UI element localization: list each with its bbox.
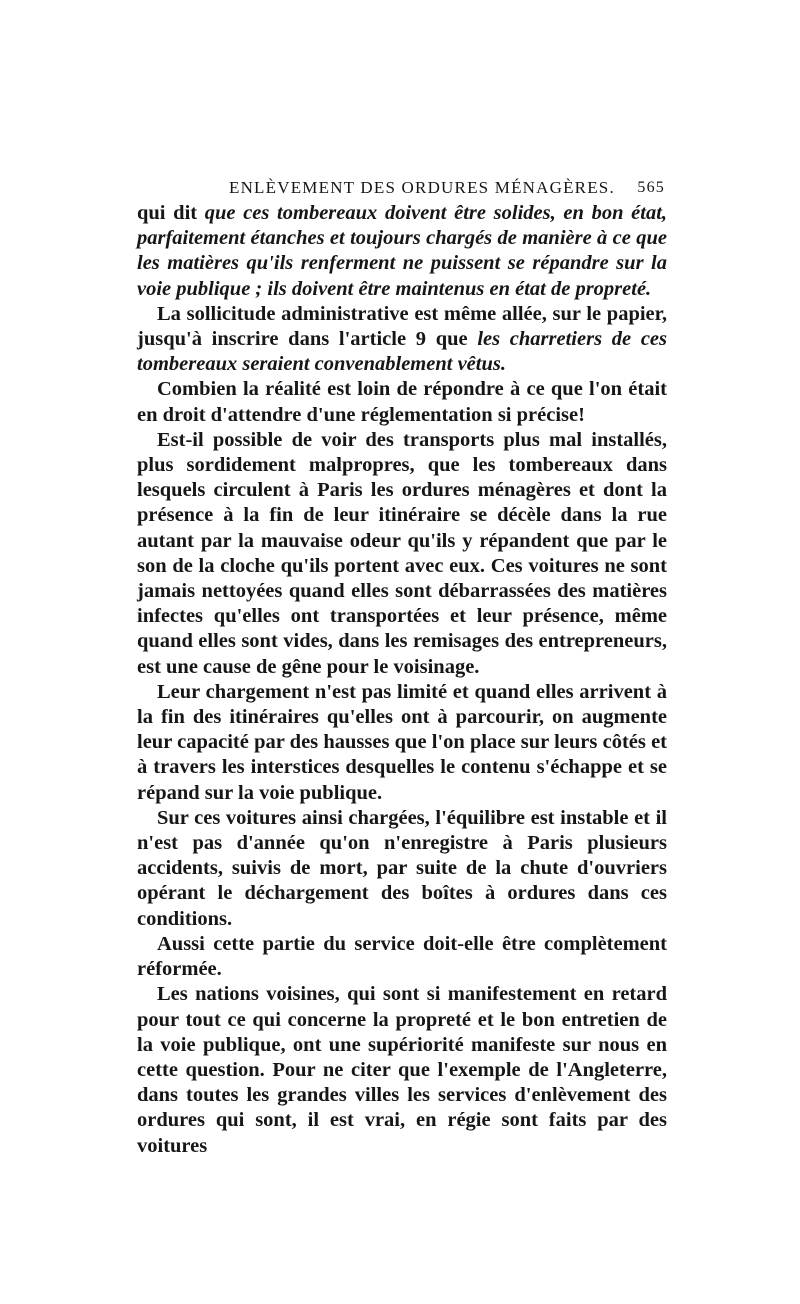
- paragraph-2-italic: les charretiers de ces tombereaux seraient convenablement vêtus.: [137, 328, 667, 376]
- running-title: ENLÈVEMENT DES ORDURES MÉNAGÈRES.: [229, 178, 615, 197]
- paragraph-3: [137, 377, 667, 427]
- paragraph-6-text: Sur ces voitures ainsi chargées, l'équilibre est instable et il n'est pas d'année qu'on n'enregistre à Paris plusieurs accidents, suivis de mort, par suite de la chute d'ouvriers opérant le déchargement des boîtes à ordures dans ces conditions.: [137, 806, 667, 930]
- paragraph-6: [137, 806, 667, 932]
- body-text: [137, 201, 667, 1159]
- paragraph-4-text: Est-il possible de voir des transports plus mal installés, plus sordidement malpropres, que les tombereaux dans lesquels circulent à Paris les ordures ménagères et dont la présence à la fin de leur itinéraire se décèle dans la rue autant par la mauvaise odeur qu'ils y répandent que par le son de la cloche qu'ils portent avec eux. Ces voitures ne sont jamais nettoyées quand elles sont débarrassées des matières infectes qu'elles ont transportées et leur présence, même quand elles sont vides, dans les remisages des entrepreneurs, est une cause de gêne pour le voisinage.: [137, 428, 667, 678]
- paragraph-1-lead: qui dit: [137, 202, 205, 224]
- running-head: [137, 175, 667, 201]
- paragraph-1: [137, 201, 667, 302]
- paragraph-5: [137, 680, 667, 806]
- paragraph-1-italic: que ces tombereaux doivent être solides, en bon état, parfaitement étanches et toujours chargés de manière à ce que les matières qu'ils renferment ne puissent se répandre sur la voie publique ; ils doivent être maintenus en état de propreté.: [137, 202, 668, 300]
- paragraph-7-text: Aussi cette partie du service doit-elle être complètement réformée.: [137, 932, 667, 981]
- paragraph-7: [137, 932, 667, 982]
- paragraph-4: [137, 428, 667, 680]
- paragraph-2: [137, 302, 667, 378]
- book-page: [137, 175, 667, 1159]
- paragraph-2-lead: La sollicitude administrative est même allée, sur le papier, jusqu'à inscrire dans l'article 9 que: [137, 302, 667, 351]
- page-number: 565: [637, 179, 665, 196]
- paragraph-5-text: Leur chargement n'est pas limité et quand elles arrivent à la fin des itinéraires qu'elles ont à parcourir, on augmente leur capacité par des hausses que l'on place sur leurs côtés et à travers les interstices desquelles le contenu s'échappe et se répand sur la voie publique.: [137, 680, 667, 804]
- paragraph-3-text: Combien la réalité est loin de répondre à ce que l'on était en droit d'attendre d'une réglementation si précise!: [137, 378, 667, 426]
- paragraph-8-text: Les nations voisines, qui sont si manifestement en retard pour tout ce qui concerne la propreté et le bon entretien de la voie publique, ont une supériorité manifeste sur nous en cette question. Pour ne citer que l'exemple de l'Angleterre, dans toutes les grandes villes les services d'enlèvement des ordures qui sont, il est vrai, en régie sont faits par des voitures: [137, 983, 667, 1157]
- paragraph-8: [137, 982, 667, 1158]
